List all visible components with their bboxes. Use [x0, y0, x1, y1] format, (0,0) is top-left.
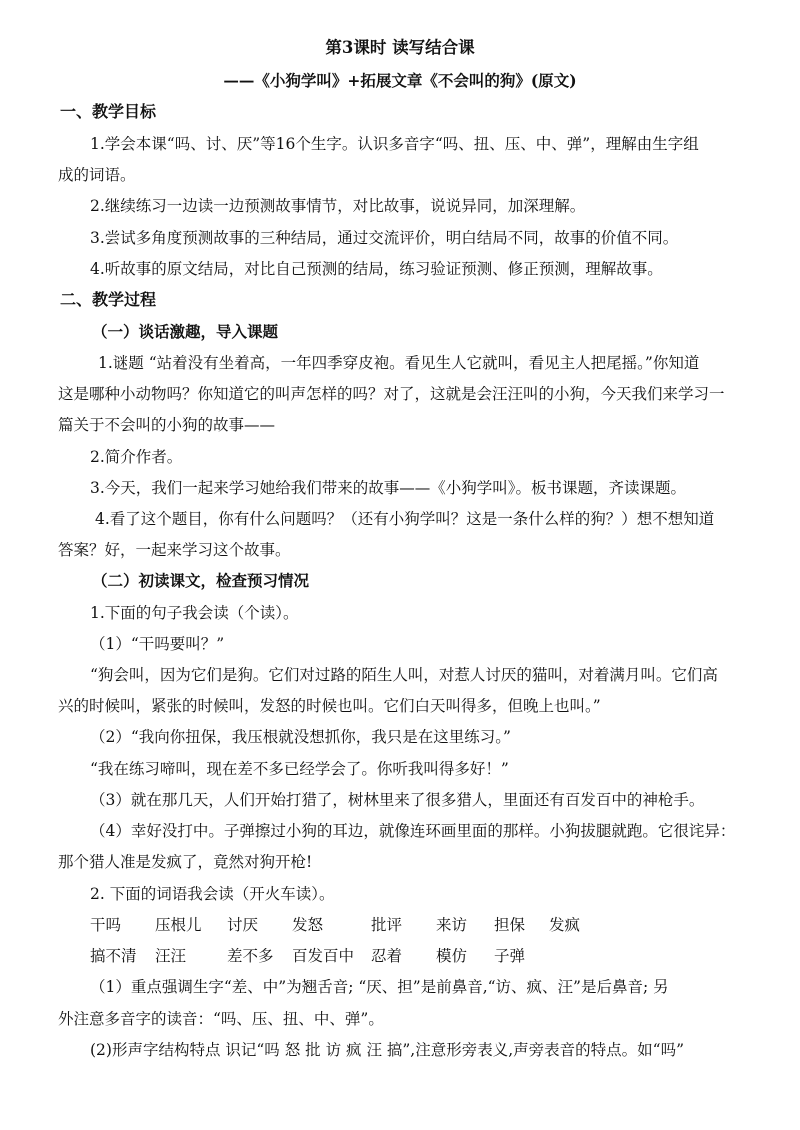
- sentence-2-quote: “我在练习啼叫，现在差不多已经学会了。你听我叫得多好！”: [90, 760, 509, 778]
- word-item: 子弹: [494, 947, 526, 965]
- word-list-row-2: [0, 946, 800, 966]
- sentence-1-label: （1）“干吗要叫？”: [90, 635, 225, 653]
- objective-4: 4.听故事的原文结局，对比自己预测的结局，练习验证预测、修正预测，理解故事。: [90, 260, 663, 278]
- word-list-row-1: [0, 915, 800, 935]
- sentence-3: （3）就在那几天，人们开始打猎了，树林里来了很多猎人，里面还有百发百中的神枪手。: [90, 791, 705, 809]
- word-item: 来访: [436, 916, 468, 934]
- objective-1-line-1: 1.学会本课“吗、讨、厌”等16个生字。认识多音字“吗、扭、压、中、弹”，理解由生字组: [90, 135, 699, 153]
- step-author: 2.简介作者。: [90, 448, 183, 466]
- word-item: 担保: [494, 916, 526, 934]
- step-story: 3.今天，我们一起来学习她给我们带来的故事——《小狗学叫》。板书课题，齐读课题。: [90, 479, 687, 497]
- sentence-2: （2）“我向你扭保，我压根就没想抓你，我只是在这里练习。”: [90, 728, 511, 746]
- read-words-heading: 2. 下面的词语我会读（开火车读）。: [90, 885, 335, 903]
- word-item: 忍着: [371, 947, 403, 965]
- part-1-heading: （一）谈话激趣，导入课题: [92, 322, 279, 341]
- word-item: 压根儿: [155, 916, 202, 934]
- sentence-4-line-2: 那个猎人准是发疯了，竟然对狗开枪!: [58, 853, 313, 871]
- riddle-line-3: 篇关于不会叫的小狗的故事——: [58, 416, 276, 434]
- word-item: 模仿: [436, 947, 468, 965]
- word-item: 讨厌: [227, 916, 259, 934]
- word-item: 发怒: [292, 916, 324, 934]
- word-item: 干吗: [90, 916, 122, 934]
- objective-2: 2.继续练习一边读一边预测故事情节，对比故事，说说异同，加深理解。: [90, 197, 586, 215]
- part-2-heading: （二）初读课文，检查预习情况: [92, 571, 310, 590]
- step-question-line-1: 4.看了这个题目，你有什么问题吗？（还有小狗学叫？这是一条什么样的狗？）想不想知道: [95, 510, 715, 528]
- read-sentences-heading: 1.下面的句子我会读（个读）。: [90, 604, 299, 622]
- sentence-1-quote-line-1: “狗会叫，因为它们是狗。它们对过路的陌生人叫，对惹人讨厌的猫叫，对着满月叫。它们高: [90, 666, 718, 684]
- step-question-line-2: 答案？好，一起来学习这个故事。: [58, 541, 291, 559]
- section-heading-process: 二、教学过程: [60, 290, 157, 309]
- sentence-1-quote-line-2: 兴的时候叫，紧张的时候叫，发怒的时候也叫。它们白天叫得多，但晚上也叫。”: [58, 697, 601, 715]
- section-heading-objectives: 一、教学目标: [60, 102, 157, 121]
- sentence-4-line-1: （4）幸好没打中。子弹擦过小狗的耳边，就像连环画里面的那样。小狗拔腿就跑。它很诧异：: [90, 822, 736, 840]
- objective-1-line-2: 成的词语。: [58, 166, 136, 184]
- word-item: 搞不清: [90, 947, 137, 965]
- riddle-line-1: 1.谜题 “站着没有坐着高，一年四季穿皮袍。看见生人它就叫，看见主人把尾摇。”你知道: [98, 354, 700, 372]
- page-title: 第3课时 读写结合课: [325, 38, 475, 57]
- objective-3: 3.尝试多角度预测故事的三种结局，通过交流评价，明白结局不同，故事的价值不同。: [90, 229, 679, 247]
- page-subtitle: ——《小狗学叫》+拓展文章《不会叫的狗》(原文): [223, 71, 577, 90]
- word-item: 百发百中: [292, 947, 355, 965]
- note-1-line-1: （1）重点强调生字“差、中”为翘舌音; “厌、担”是前鼻音,“访、疯、汪”是后鼻音; 另: [90, 978, 669, 996]
- word-item: 发疯: [549, 916, 581, 934]
- riddle-line-2: 这是哪种小动物吗？你知道它的叫声怎样的吗？对了，这就是会汪汪叫的小狗，今天我们来学习一: [58, 385, 725, 403]
- note-1-line-2: 外注意多音字的读音：“吗、压、扭、中、弹”。: [58, 1010, 384, 1028]
- word-item: 差不多: [227, 947, 274, 965]
- note-2: (2)形声字结构特点 识记“吗 怒 批 访 疯 汪 搞”,注意形旁表义,声旁表音的特点。如“吗”: [90, 1041, 684, 1059]
- word-item: 批评: [371, 916, 403, 934]
- word-item: 汪汪: [155, 947, 187, 965]
